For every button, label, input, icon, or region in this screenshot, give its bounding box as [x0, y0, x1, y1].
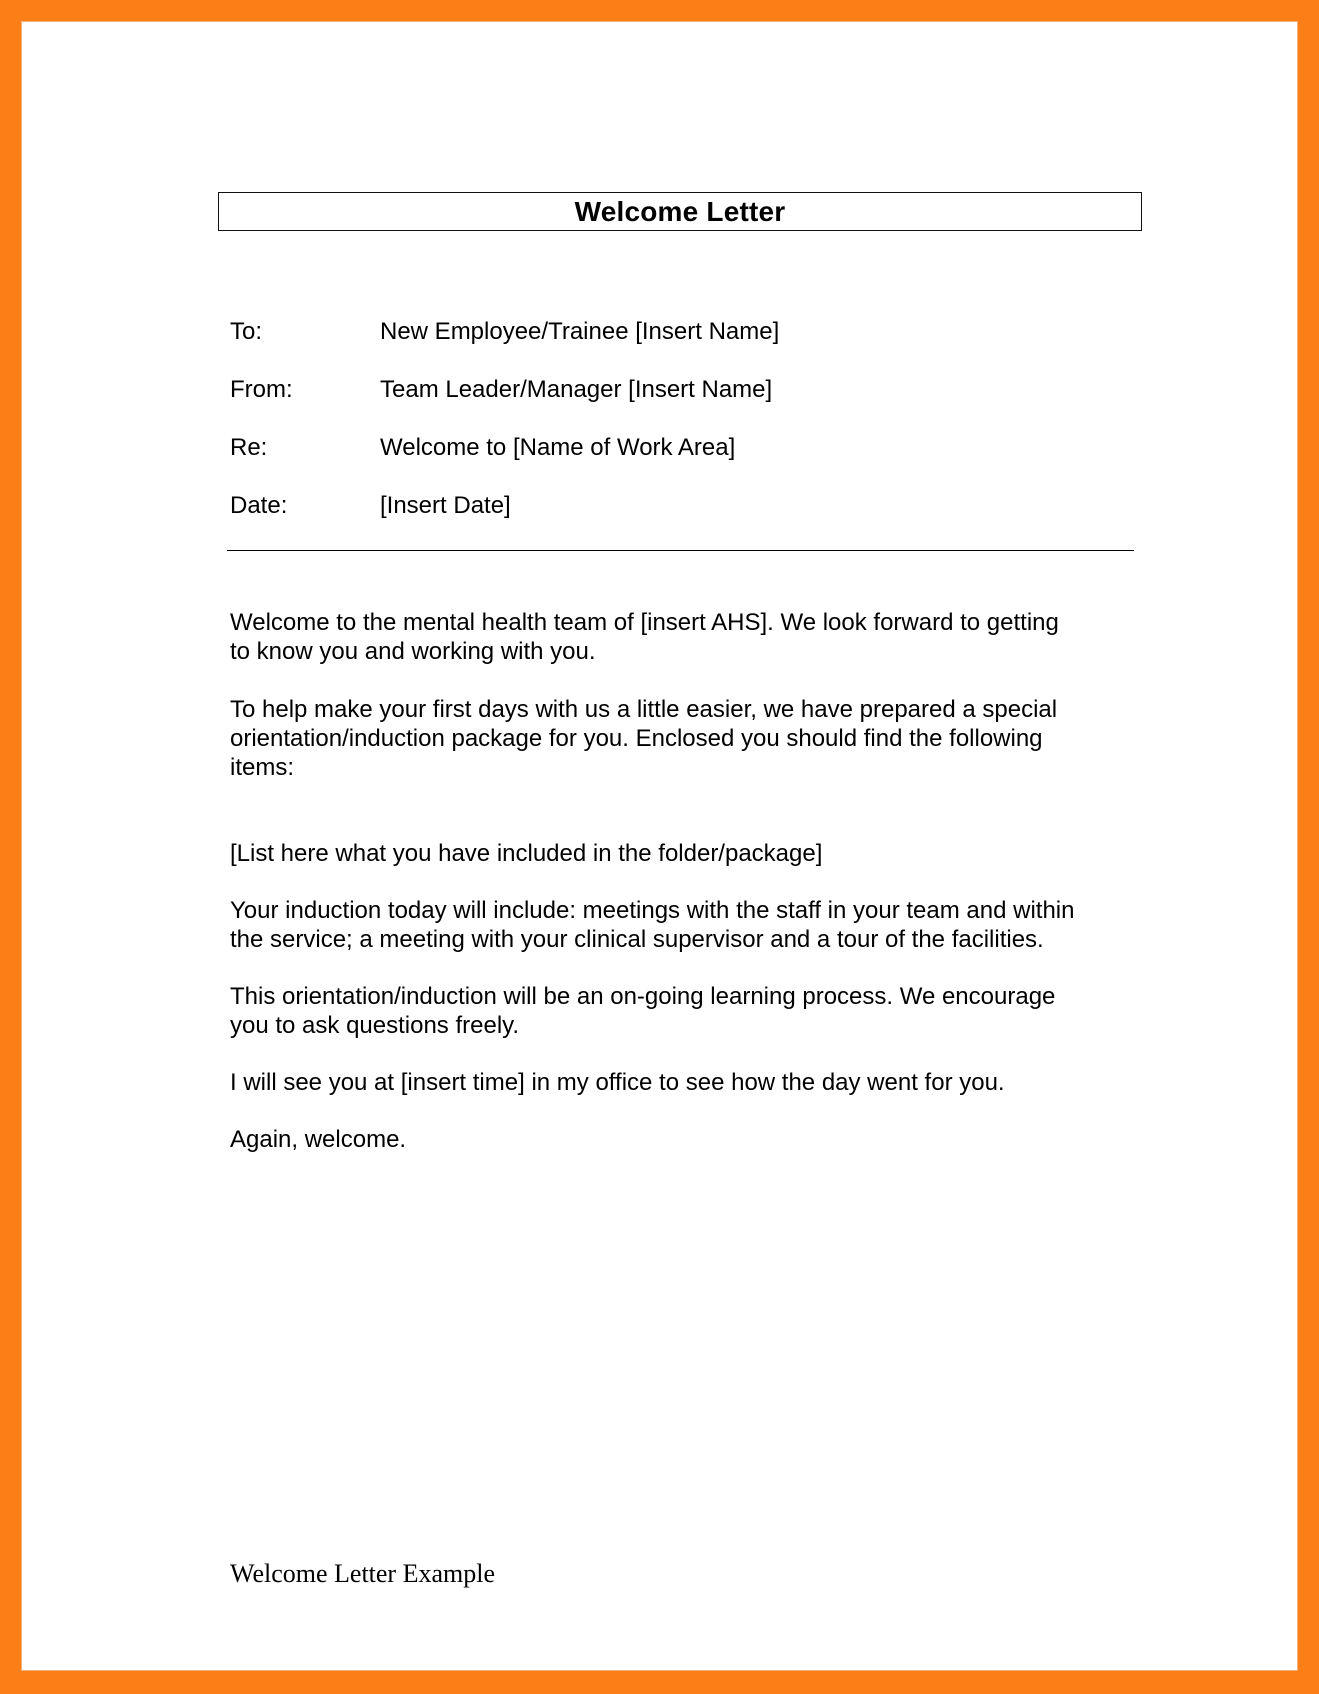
- paragraph-closing: Again, welcome.: [230, 1126, 407, 1153]
- paragraph-list-placeholder: [List here what you have included in the folder/package]: [230, 840, 823, 867]
- memo-label-date: Date:: [230, 492, 288, 519]
- memo-divider: [227, 550, 1134, 551]
- footer-caption: Welcome Letter Example: [230, 1559, 496, 1588]
- paragraph-meeting-time: I will see you at [insert time] in my office to see how the day went for you.: [230, 1069, 1005, 1096]
- memo-value-to: New Employee/Trainee [Insert Name]: [380, 318, 780, 345]
- memo-row-to: [230, 318, 1130, 346]
- paragraph-induction: Your induction today will include: meetings with the staff in your team and within the service; a meeting with your clinical supervisor and a tour of the facilities.: [230, 897, 1075, 953]
- memo-value-from: Team Leader/Manager [Insert Name]: [380, 376, 773, 403]
- memo-row-date: [230, 492, 1130, 520]
- paragraph-package: To help make your first days with us a little easier, we have prepared a special orientation/induction package for you. Enclosed you should find the following items:: [230, 696, 1058, 781]
- memo-row-from: [230, 376, 1130, 404]
- memo-row-re: [230, 434, 1130, 462]
- memo-label-re: Re:: [230, 434, 268, 461]
- memo-value-date: [Insert Date]: [380, 492, 511, 519]
- paragraph-learning: This orientation/induction will be an on-going learning process. We encourage you to ask questions freely.: [230, 983, 1056, 1039]
- letter-page: [21, 21, 1298, 1671]
- letter-title: Welcome Letter: [574, 195, 786, 227]
- title-box: [218, 192, 1142, 231]
- memo-label-from: From:: [230, 376, 293, 403]
- paragraph-welcome: Welcome to the mental health team of [insert AHS]. We look forward to getting to know you and working with you.: [230, 609, 1059, 665]
- memo-value-re: Welcome to [Name of Work Area]: [380, 434, 736, 461]
- memo-label-to: To:: [230, 318, 263, 345]
